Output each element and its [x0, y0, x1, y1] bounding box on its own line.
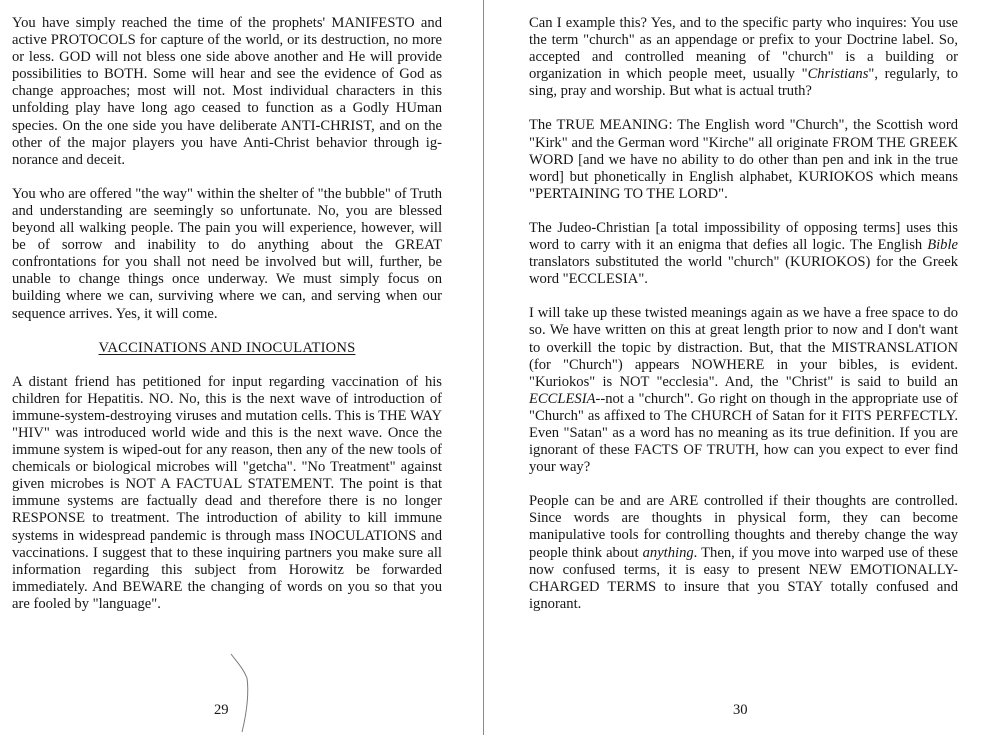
- paragraph-the-way-bubble: You who are offered "the way" within the shelter of "the bubble" of Truth and understanding are seemingly so unfortunate. No, you are blessed beyond all walking people. The pain you will experience, however, will be of sorrow and inability to do anything about the GREAT confrontations for you shall not need be involved but will, further, be unable to change things once underway. We must simply focus on building where we can, surviving where we can, and serving when our sequence arrives. Yes, it will come.: [12, 185, 442, 322]
- right-page: [486, 0, 986, 735]
- paragraph-prophets-manifesto: You have simply reached the time of the prophets' MANIFESTO and active PROTOCOLS for capture of the world, or its destruction, no more or less. GOD will not bless one side above another and He will provide possibilities to BOTH. Some will hear and see the evidence of God as change approaches; most will not. Most individual characters in this unfolding play have long ago ceased to function as a Godly HUman species. On the one side you have deliberate ANTI-CHRIST, and on the other of the major players you have Anti-Christ behavior through ignorance and deceit.: [12, 15, 442, 168]
- section-heading-vaccinations: VACCINATIONS AND INOCULATIONS: [98, 339, 356, 356]
- pen-mark-decoration: [225, 652, 255, 734]
- paragraph-church-example: Can I example this? Yes, and to the specific party who inquires: You use the term "church" as an appendage or prefix to your Doctrine label. So, accepted and controlled meaning of "church" is a building or organization in which people meet, usually "Christians", regularly, to sing, pray and worship. But what is actual truth?: [529, 15, 958, 100]
- page-number-right: 30: [733, 702, 748, 718]
- paragraph-hepatitis-vaccination: A distant friend has petitioned for input regarding vaccination of his children for Hepatitis. NO. No, this is the next wave of introduction of immune-system-destroying viruses and mutation cells. This is THE WAY "HIV" was introduced world wide and this is the next wave. Once the immune system is wiped-out for any reason, then any of the new tools of chemicals or biological microbes will "getcha". "No Treatment" against given microbes is NOT A FACTUAL STATEMENT. The point is that immune systems are factually dead and therefore there is no longer RESPONSE to treatment. The introduction of ability to kill immune systems in widespread pandemic is through mass INOCULATIONS and vaccinations. I suggest that to these inquiring partners you make sure all information regarding this subject from Horowitz be forwarded immediately. And BEWARE the changing of words on you so that you are fooled by "language".: [12, 373, 442, 612]
- paragraph-controlled-thoughts: People can be and are ARE controlled if their thoughts are controlled. Since words are thoughts in physical form, they can become manipulative tools for controlling thoughts and thereby change the way people think about anything. Then, if you move into warped use of these now confused terms, it is easy to present NEW EMOTIONALLY-CHARGED TERMS to insure that you STAY totally confused and ignorant.: [529, 493, 958, 612]
- left-page-text: [12, 15, 442, 630]
- gutter-divider: [483, 0, 484, 735]
- paragraph-true-meaning: The TRUE MEANING: The English word "Church", the Scottish word "Kirk" and the German word "Kirche" all originate FROM THE GREEK WORD [and we have no ability to do other than pen and ink in the true word] but phonetically in English alphabet, KURIOKOS which means "PERTAINING TO THE LORD".: [529, 117, 958, 202]
- paragraph-twisted-meanings: I will take up these twisted meanings again as we have a free space to do so. We have written on this at great length prior to now and I don't want to overkill the topic by distraction. But, that the MISTRANSLATION (for "Church") appears NOWHERE in your bibles, is evident. "Kuriokos" is NOT "ecclesia". And, the "Christ" is said to build an ECCLESIA--not a "church". Go right on though in the appropriate use of "Church" as affixed to The CHURCH of Satan for it FITS PERFECTLY. Even "Satan" as a word has no meaning as its true definition. If you are ignorant of these FACTS OF TRUTH, how can you expect to ever find your way?: [529, 305, 958, 476]
- right-page-text: [529, 15, 958, 630]
- paragraph-judeo-christian: The Judeo-Christian [a total impossibility of opposing terms] uses this word to carry with it an enigma that defies all logic. The English Bible translators substituted the world "church" (KURIOKOS) for the Greek word "ECCLESIA".: [529, 219, 958, 288]
- left-page: [0, 0, 482, 735]
- page-number-left: 29: [214, 702, 229, 718]
